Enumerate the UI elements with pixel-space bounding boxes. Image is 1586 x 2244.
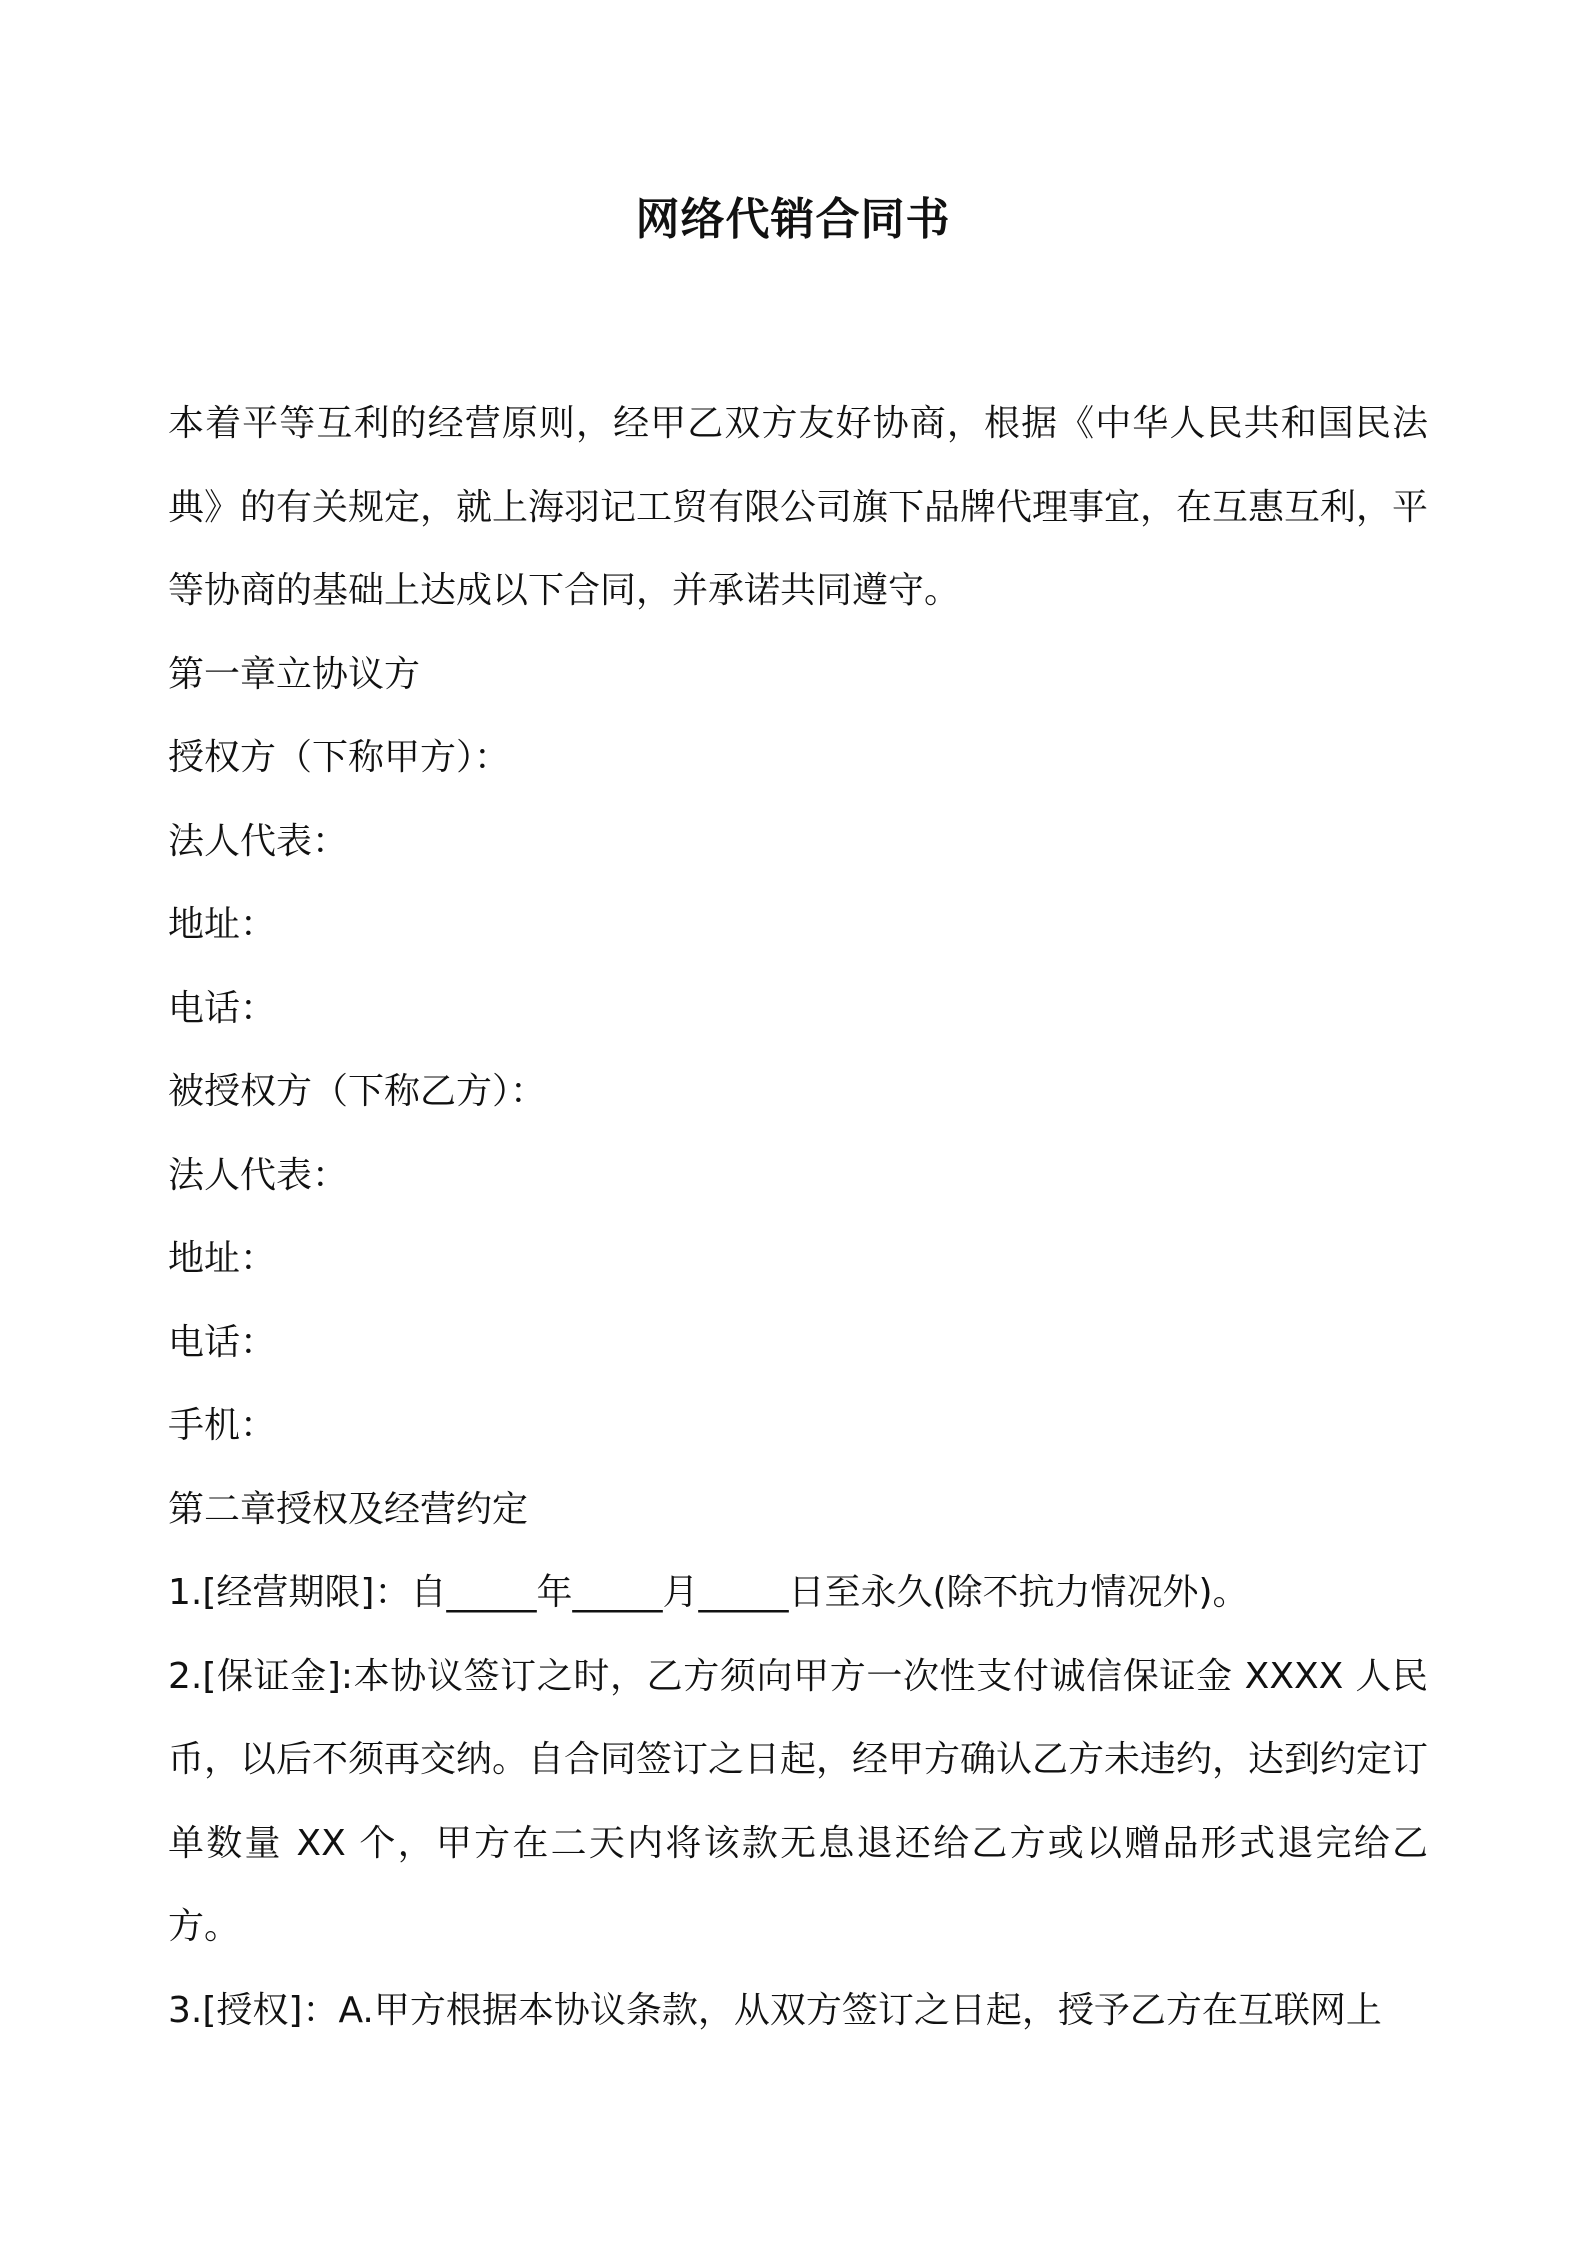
- party-a-label: 授权方（下称甲方）：: [168, 737, 511, 778]
- party-a-legal-rep: 法人代表：: [168, 820, 349, 862]
- party-b-address: 地址：: [168, 1238, 277, 1279]
- chapter-heading: 第二章授权及经营约定: [168, 1488, 529, 1530]
- party-a-phone: 电话：: [168, 987, 277, 1029]
- document-body: [168, 382, 1428, 2052]
- document-title: 网络代销合同书: [635, 194, 951, 245]
- party-b-mobile: 手机：: [168, 1405, 277, 1446]
- clause-deposit: 2.[保证金]:本协议签订之时，乙方须向甲方一次性支付诚信保证金 XXXX 人民币，以后不须再交纳。自合同签订之日起，经甲方确认乙方未违约，达到约定订单数量 XX 个，甲方在二天内将该款无息退还给乙方或以赠品形式退完给乙方。: [168, 1655, 1429, 1947]
- chapter-heading: 第一章立协议方: [168, 653, 421, 695]
- party-a-address: 地址：: [168, 904, 277, 945]
- clause-authorization: 3.[授权]：A.甲方根据本协议条款，从双方签订之日起，授予乙方在互联网上: [168, 1989, 1382, 2031]
- party-b-phone: 电话：: [168, 1321, 277, 1363]
- party-b-label: 被授权方（下称乙方）：: [168, 1071, 547, 1112]
- preamble-paragraph: 本着平等互利的经营原则，经甲乙双方友好协商，根据《中华人民共和国民法典》的有关规定，就上海羽记工贸有限公司旗下品牌代理事宜，在互惠互利，平等协商的基础上达成以下合同，并承诺共同遵守。: [168, 403, 1429, 611]
- party-b-legal-rep: 法人代表：: [168, 1154, 349, 1196]
- clause-term: 1.[经营期限]：自_____年_____月_____日至永久(除不抗力情况外)。: [168, 1572, 1249, 1613]
